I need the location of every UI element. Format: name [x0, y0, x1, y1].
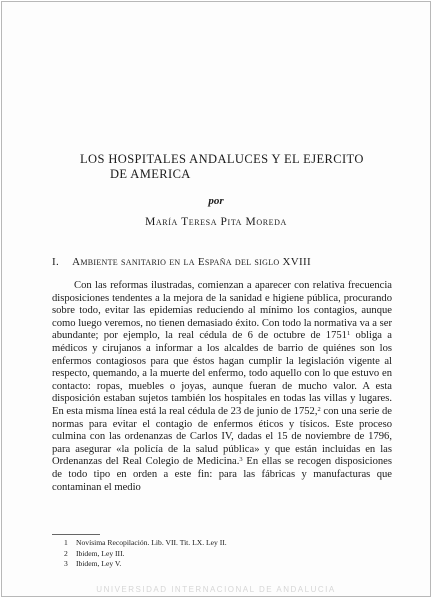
paragraph-text-2: obliga a médicos y cirujanos a informar a los alcaldes de barrio de quiénes son los enfermos contagiosos para que éstos hagan cumplir la legislación vigente al respecto, quemando, a la muerte del enfermo, todo aquello con lo que estuvo en contacto: ropas, muebles o joyas, aunque fueran de mucho valor. A esta disposición estaban sujetos también los hospitales en todas las villas y lugares. En esta misma línea está la real cédula de 23 de junio de 1752,	[52, 330, 392, 417]
byline-por: por	[208, 195, 224, 207]
paragraph-text-3: con una serie de normas para evitar el contagio de enfermos éticos y tísicos. Este proceso culmina con las ordenanzas de Carlos IV, dadas el 15 de noviembre de 1796, para asegurar «la policía de la salud pública» y que están incluidas en las Ordenanzas del Real Colegio de Medicina.	[52, 405, 392, 468]
paragraph-text-4: En ellas se recogen disposiciones de todo tipo en orden a este fin: para las fábricas y manufacturas que contaminan el medio	[52, 456, 392, 493]
body-text	[52, 280, 392, 494]
paragraph	[52, 280, 392, 494]
footnote-number: 2	[64, 548, 68, 558]
footnote-text: Ibidem, Ley V.	[76, 559, 122, 568]
footnote	[64, 538, 227, 549]
section-title: Ambiente sanitario en la España del siglo XVIII	[72, 256, 311, 268]
footnote-number: 3	[64, 559, 68, 568]
article-title-line-1: LOS HOSPITALES ANDALUCES Y EL EJERCITO	[80, 152, 364, 166]
document-page	[1, 1, 431, 597]
footnote-ref-2[interactable]: 2	[317, 405, 321, 413]
footnotes-list	[64, 538, 227, 570]
footnote-ref-3[interactable]: 3	[239, 456, 243, 464]
section-number: I.	[52, 256, 60, 268]
paragraph-text-1: Con las reformas ilustradas, comienzan a aparecer con relativa frecuencia disposiciones tendentes a la mejora de la sanidad e higiene pública, procurando sobre todo, evitar las epidemias reduciendo al mínimo los contagios, aunque como luego veremos, no tienen demasiado éxito. Con todo la normativa va a ser abundante; por ejemplo, la real cédula de 6 de octubre de 1751	[52, 280, 392, 342]
article-title-line-2: DE AMERICA	[110, 167, 191, 181]
footnote	[64, 559, 227, 570]
footnote-ref-1[interactable]: 1	[346, 330, 351, 338]
author-name: María Teresa Pita Moreda	[145, 216, 287, 228]
footnote-divider	[52, 534, 100, 535]
footnote	[64, 549, 227, 560]
section-heading	[52, 256, 311, 268]
watermark: UNIVERSIDAD INTERNACIONAL DE ANDALUCIA	[96, 585, 336, 594]
footnote-number: 1	[64, 538, 68, 547]
footnote-text: Ibidem, Ley III.	[76, 548, 125, 558]
article-title	[80, 152, 364, 182]
footnote-text: Novísima Recopilación. Lib. VII. Tit. LX. Ley II.	[76, 538, 227, 547]
